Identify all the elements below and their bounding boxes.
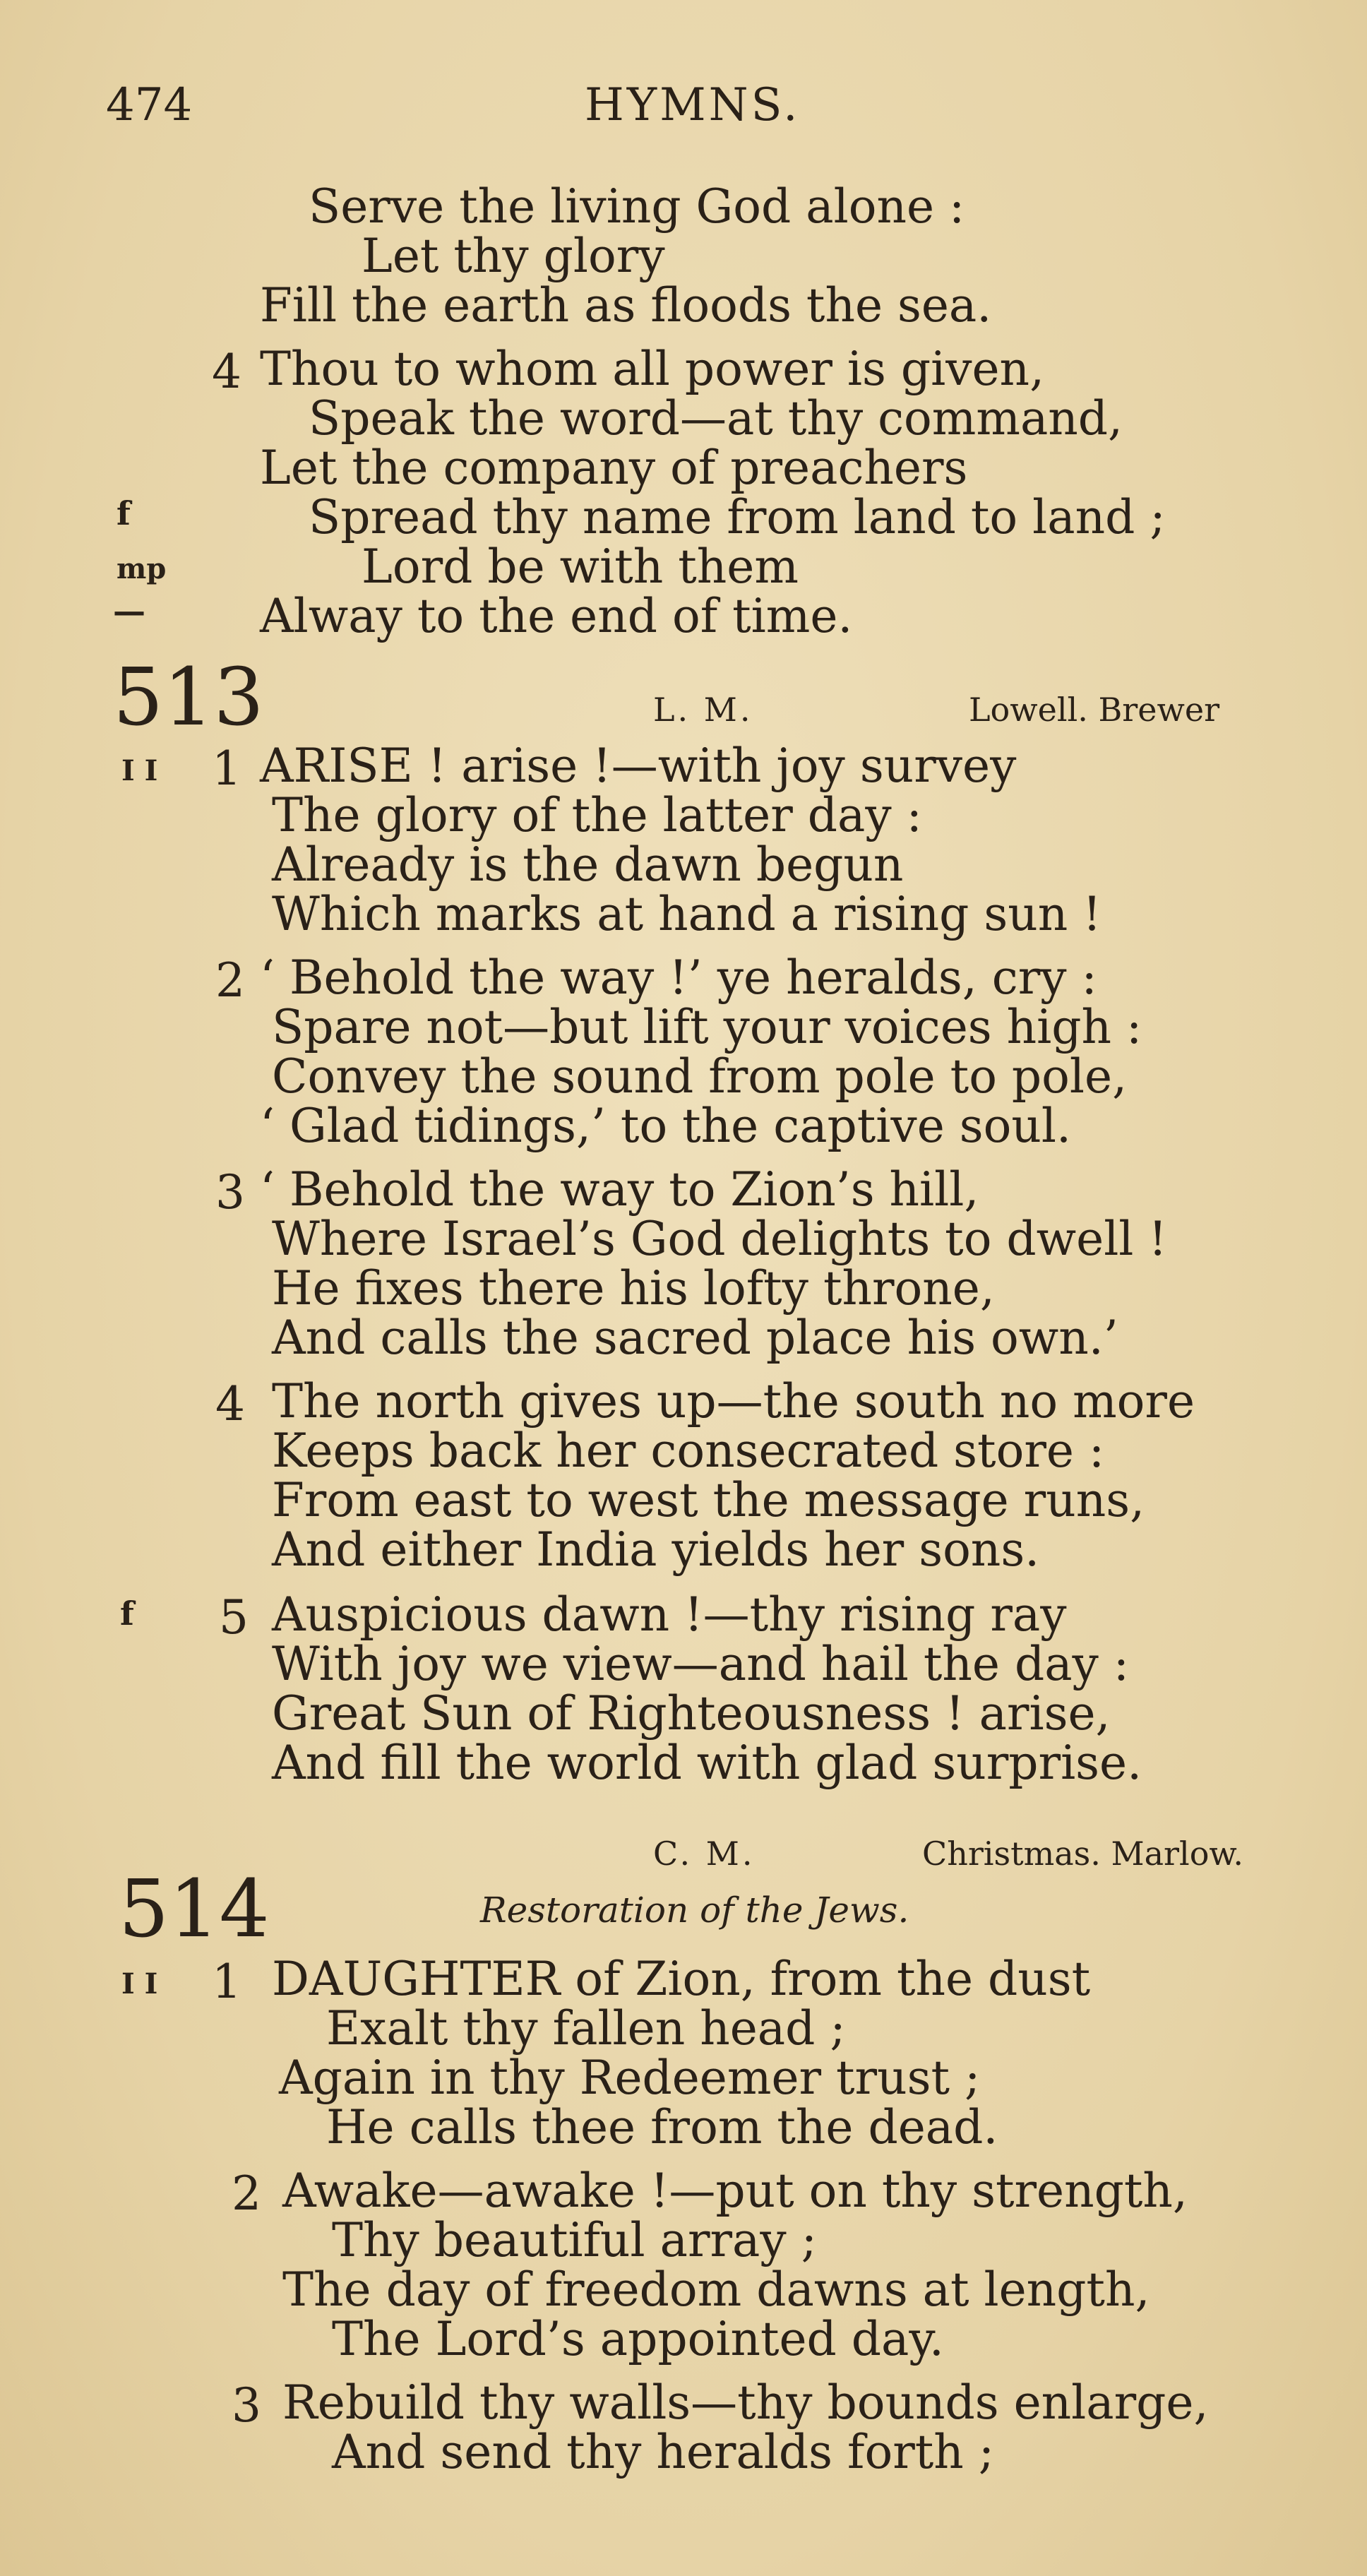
verse-line: Thy beautiful array ; <box>332 2213 817 2267</box>
verse-line: He fixes there his lofty throne, <box>272 1261 995 1316</box>
verse-line: Spread thy name from land to land ; <box>309 490 1166 544</box>
verse-line: And calls the sacred place his own.’ <box>272 1311 1118 1365</box>
verse-line: Awake—awake !—put on thy strength, <box>282 2164 1188 2218</box>
verse-number: 2 <box>232 2166 261 2221</box>
verse-line: Rebuild thy walls—thy bounds enlarge, <box>282 2375 1209 2430</box>
verse-line: Lord be with them <box>362 539 799 594</box>
verse-line: ‘ Glad tidings,’ to the captive soul. <box>260 1099 1071 1153</box>
verse-line: Great Sun of Righteousness ! arise, <box>272 1686 1111 1741</box>
repeat-mark: I I <box>121 754 158 787</box>
repeat-mark: I I <box>121 1967 158 2000</box>
verse-line: Exalt thy fallen head ; <box>326 2001 846 2056</box>
verse-line: ARISE ! arise !—with joy survey <box>260 739 1017 793</box>
verse-line: Let thy glory <box>362 229 665 283</box>
verse-line: He calls thee from the dead. <box>326 2100 998 2154</box>
verse-line: With joy we view—and hail the day : <box>272 1637 1130 1691</box>
page-number: 474 <box>106 79 193 131</box>
verse-line: Already is the dawn begun <box>272 837 904 892</box>
hymn-number: 513 <box>113 652 264 744</box>
verse-line: Again in thy Redeemer trust ; <box>279 2051 981 2105</box>
verse-line: Spare not—but lift your voices high : <box>272 1000 1142 1054</box>
hymn-meter: C. M. <box>653 1835 756 1873</box>
verse-number: 3 <box>215 1165 245 1220</box>
verse-number: 1 <box>212 741 241 796</box>
verse-line: Fill the earth as floods the sea. <box>260 278 992 333</box>
verse-line: Thou to whom all power is given, <box>260 342 1045 396</box>
hymn-number: 514 <box>119 1864 270 1955</box>
hymn-meter: L. M. <box>653 691 753 729</box>
verse-line: Auspicious dawn !—thy rising ray <box>272 1587 1067 1642</box>
hymn-subject: Restoration of the Jews. <box>480 1890 909 1931</box>
verse-line: DAUGHTER of Zion, from the dust <box>272 1952 1091 2006</box>
verse-number: 5 <box>219 1590 249 1645</box>
verse-line: The Lord’s appointed day. <box>332 2312 944 2366</box>
verse-line: And either India yields her sons. <box>272 1522 1040 1577</box>
hymn-tunes: Lowell. Brewer <box>969 691 1220 729</box>
hymn-tunes: Christmas. Marlow. <box>922 1835 1243 1873</box>
dynamic-mark: f <box>120 1594 134 1633</box>
verse-number: 4 <box>215 1377 245 1431</box>
verse-line: And send thy heralds forth ; <box>332 2425 994 2479</box>
verse-line: Speak the word—at thy command, <box>309 391 1123 446</box>
verse-number: 1 <box>212 1955 241 2009</box>
verse-line: Which marks at hand a rising sun ! <box>272 887 1102 941</box>
verse-line: Convey the sound from pole to pole, <box>272 1049 1128 1104</box>
dynamic-mark: — <box>113 592 145 630</box>
verse-line: ‘ Behold the way !’ ye heralds, cry : <box>260 950 1097 1005</box>
verse-number: 3 <box>232 2378 261 2433</box>
verse-line: The glory of the latter day : <box>272 788 922 842</box>
verse-number: 4 <box>212 345 241 399</box>
verse-line: Let the company of preachers <box>260 441 968 495</box>
running-head: HYMNS. <box>585 79 801 131</box>
verse-line: The day of freedom dawns at length, <box>282 2262 1150 2317</box>
verse-number: 2 <box>215 953 245 1008</box>
dynamic-mark: mp <box>117 552 167 585</box>
verse-line: Serve the living God alone : <box>309 179 965 234</box>
verse-line: Where Israel’s God delights to dwell ! <box>272 1212 1167 1266</box>
verse-line: The north gives up—the south no more <box>272 1374 1195 1429</box>
verse-line: ‘ Behold the way to Zion’s hill, <box>260 1162 979 1217</box>
verse-line: Keeps back her consecrated store : <box>272 1424 1105 1478</box>
verse-line: From east to west the message runs, <box>272 1473 1145 1527</box>
dynamic-mark: f <box>117 494 131 532</box>
verse-line: And fill the world with glad surprise. <box>272 1736 1142 1790</box>
verse-line: Alway to the end of time. <box>260 589 853 643</box>
